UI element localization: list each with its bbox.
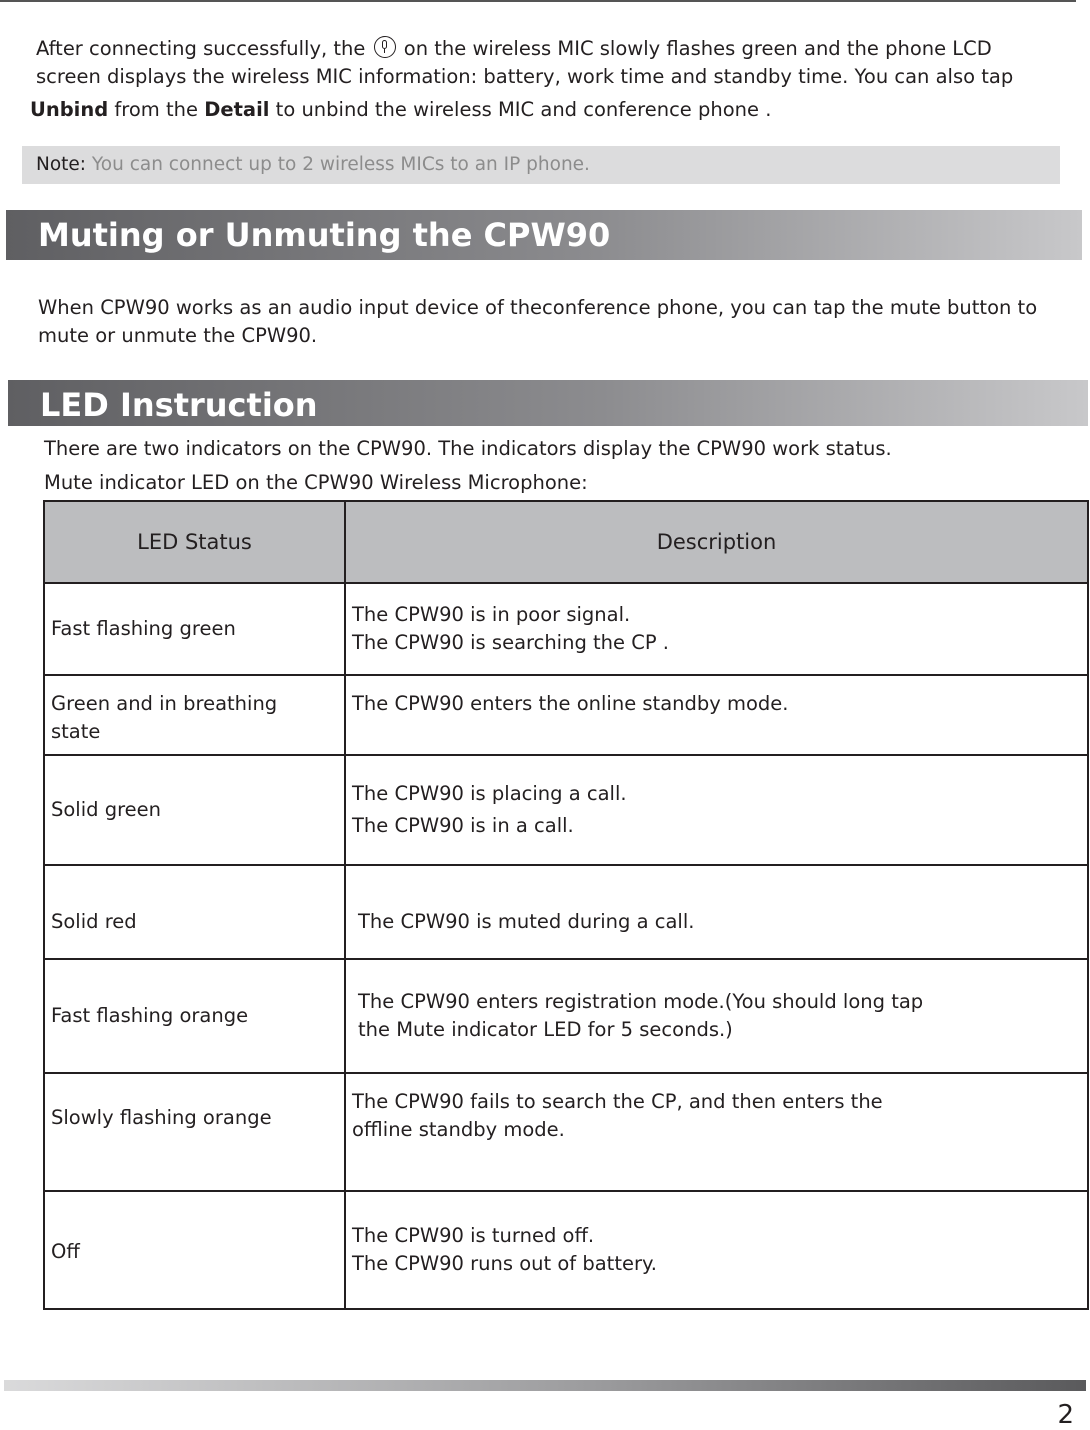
status-line: state [51, 720, 101, 743]
header-led-status: LED Status [44, 501, 345, 583]
page-number: 2 [1057, 1400, 1074, 1430]
description-line: offline standby mode. [352, 1118, 565, 1141]
top-rule [0, 0, 1076, 2]
description-line: The CPW90 is in poor signal. [352, 603, 631, 626]
microphone-icon [374, 36, 396, 58]
description-cell [345, 959, 1088, 1073]
detail-keyword: Detail [204, 98, 270, 121]
description-line: The CPW90 is placing a call. [352, 782, 627, 805]
footer-bar [4, 1380, 1086, 1391]
intro-line-2: screen displays the wireless MIC information: battery, work time and standby time. You can also tap [36, 65, 1014, 88]
description-line: The CPW90 runs out of battery. [352, 1252, 657, 1275]
description-cell [345, 675, 1088, 755]
note-label: Note: [36, 154, 87, 175]
description-line: The CPW90 is in a call. [352, 814, 574, 837]
mute-line-1: When CPW90 works as an audio input device of theconference phone, you can tap the mute button to [38, 296, 1038, 319]
table-header-row [44, 501, 1088, 583]
description-line: The CPW90 enters registration mode.(You should long tap [358, 990, 924, 1013]
description-cell [345, 755, 1088, 865]
note-text: You can connect up to 2 wireless MICs to an IP phone. [91, 154, 590, 175]
description-line: The CPW90 is muted during a call. [358, 910, 695, 933]
note-box [22, 146, 1060, 184]
table-row [44, 1191, 1088, 1309]
status-cell: Off [44, 1191, 345, 1309]
table-row [44, 865, 1088, 959]
intro-line-1a: After connecting successfully, the [36, 37, 366, 60]
table-row [44, 583, 1088, 675]
led-intro-line-2: Mute indicator LED on the CPW90 Wireless Microphone: [44, 471, 588, 494]
status-cell: Fast flashing orange [44, 959, 345, 1073]
description-cell [345, 865, 1088, 959]
description-cell [345, 583, 1088, 675]
intro-line-1b: on the wireless MIC slowly flashes green and the phone LCD [403, 37, 992, 60]
intro-line-3-mid: from the [114, 98, 198, 121]
table-row [44, 675, 1088, 755]
header-description: Description [345, 501, 1088, 583]
description-line: the Mute indicator LED for 5 seconds.) [358, 1018, 733, 1041]
status-line: Green and in breathing [51, 692, 278, 715]
mute-line-2: mute or unmute the CPW90. [38, 324, 318, 347]
status-cell: Slowly flashing orange [44, 1073, 345, 1191]
status-cell [44, 675, 345, 755]
status-cell: Solid green [44, 755, 345, 865]
section-heading-led: LED Instruction [8, 380, 1088, 426]
intro-line-3 [30, 95, 771, 125]
section-heading-muting: Muting or Unmuting the CPW90 [6, 210, 1082, 260]
description-cell [345, 1191, 1088, 1309]
intro-line-3-end: to unbind the wireless MIC and conference phone . [275, 98, 772, 121]
intro-line-1 [36, 34, 992, 64]
led-status-table [43, 500, 1089, 1310]
table-row [44, 1073, 1088, 1191]
description-line: The CPW90 enters the online standby mode. [352, 692, 789, 715]
status-cell: Solid red [44, 865, 345, 959]
description-line: The CPW90 is searching the CP . [352, 631, 670, 654]
unbind-keyword: Unbind [30, 98, 109, 121]
led-intro-line-1: There are two indicators on the CPW90. The indicators display the CPW90 work status. [44, 437, 892, 460]
status-cell: Fast flashing green [44, 583, 345, 675]
description-line: The CPW90 is turned off. [352, 1224, 595, 1247]
description-cell [345, 1073, 1088, 1191]
table-row [44, 755, 1088, 865]
description-line: The CPW90 fails to search the CP, and then enters the [352, 1090, 883, 1113]
table-row [44, 959, 1088, 1073]
